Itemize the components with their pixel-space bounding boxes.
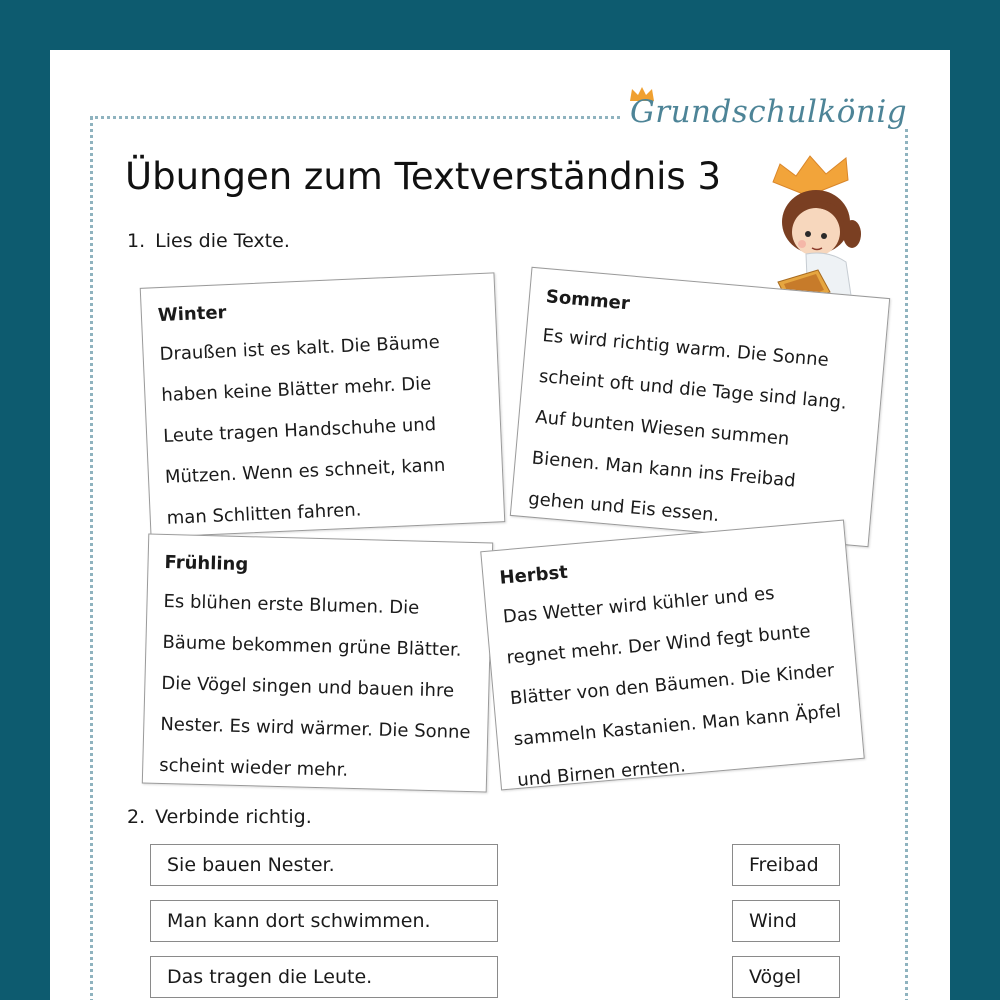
task-number: 1. — [127, 230, 146, 252]
text-card-winter — [140, 272, 506, 537]
task-number: 2. — [127, 806, 146, 828]
card-title: Winter — [157, 302, 227, 327]
match-sentence-box[interactable]: Sie bauen Nester. — [150, 844, 498, 886]
card-title: Sommer — [545, 286, 631, 315]
card-body: Draußen ist es kalt. Die Bäume haben keine Blätter mehr. Die Leute tragen Handschuhe und Mützen. Wenn es schneit, kann man Schlitten fahren. — [159, 331, 446, 529]
card-body: Das Wetter wird kühler und es regnet mehr. Der Wind fegt bunte Blätter von den Bäumen. Die Kinder sammeln Kastanien. Man kann Äpfel und Birnen ernten. — [502, 582, 842, 791]
task-1-instruction — [127, 230, 290, 252]
text-card-herbst — [480, 520, 865, 791]
task-text: Verbinde richtig. — [155, 806, 312, 828]
text-card-fruehling — [142, 534, 493, 793]
match-word-box[interactable]: Freibad — [732, 844, 840, 886]
brand-logo: Grundschulkönig — [630, 94, 908, 130]
worksheet — [50, 50, 950, 1000]
card-body: Es blühen erste Blumen. Die Bäume bekommen grüne Blätter. Die Vögel singen und bauen ihre Nester. Es wird wärmer. Die Sonne scheint wieder mehr. — [158, 590, 471, 781]
card-title: Frühling — [164, 551, 249, 576]
card-body: Es wird richtig warm. Die Sonne scheint oft und die Tage sind lang. Auf bunten Wiesen summen Bienen. Man kann ins Freibad gehen und Eis essen. — [527, 325, 848, 527]
task-2-instruction — [127, 806, 312, 828]
page-title: Übungen zum Textverständnis 3 — [125, 155, 722, 198]
match-sentence-box[interactable]: Das tragen die Leute. — [150, 956, 498, 998]
match-word-box[interactable]: Vögel — [732, 956, 840, 998]
match-word-box[interactable]: Wind — [732, 900, 840, 942]
match-sentence-box[interactable]: Man kann dort schwimmen. — [150, 900, 498, 942]
card-title: Herbst — [498, 561, 569, 589]
text-card-sommer — [510, 267, 890, 547]
task-text: Lies die Texte. — [155, 230, 290, 252]
